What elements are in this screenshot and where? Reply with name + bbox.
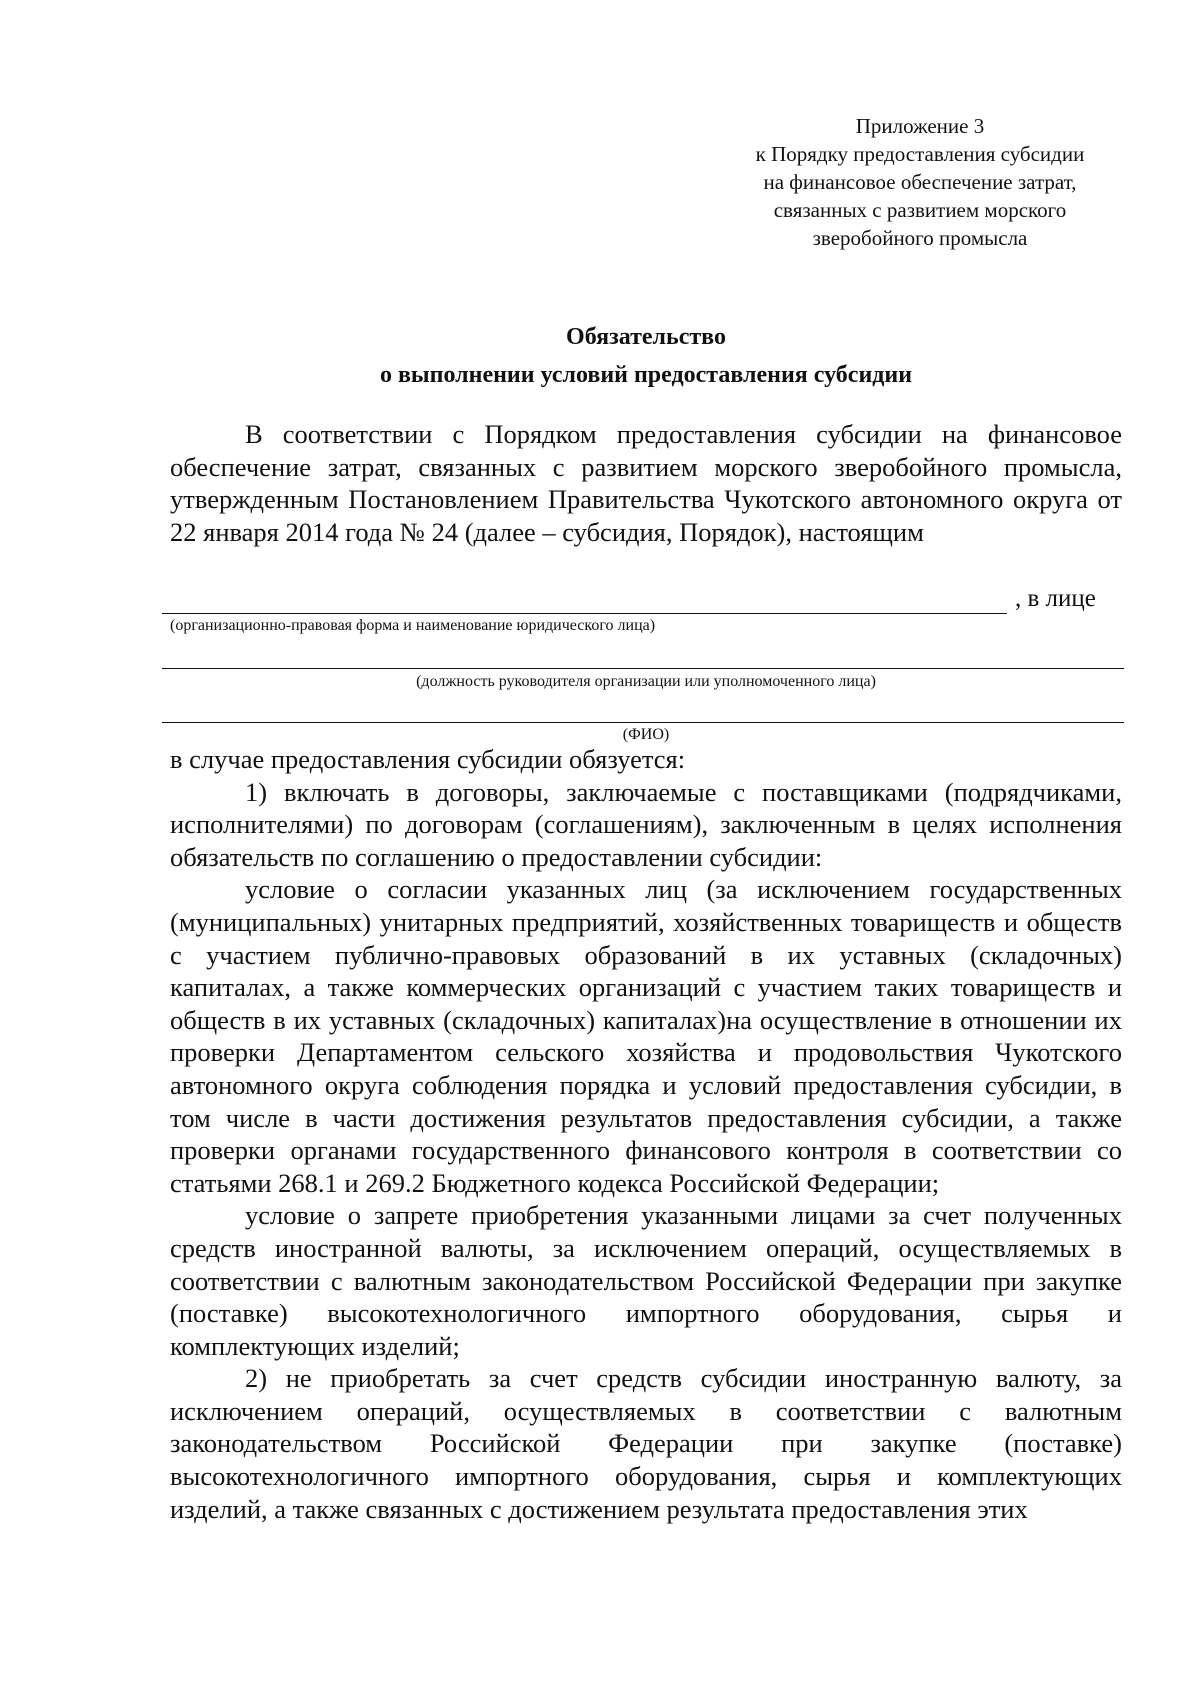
obligation-item-2: 2) не приобретать за счет средств субсидии иностранную валюту, за исключением операций, осуществляемых в соответствии с валютным законодательством Российской Федерации при закупке (поставке) высокотехнологичного импортного оборудования, сырья и комплектующих изделий, а также связанных с достижением результата предоставления этих <box>170 1363 1122 1524</box>
position-blank <box>162 668 1124 669</box>
intro-paragraph: В соответствии с Порядком предоставления субсидии на финансовое обеспечение затрат, связанных с развитием морского зверобойного промысла, утвержденным Постановлением Правительства Чукотского автономного округа от 22 января 2014 года № 24 (далее – субсидия, Порядок), настоящим <box>170 419 1122 547</box>
obligations-lead: в случае предоставления субсидии обязуется: <box>170 744 686 774</box>
fio-blank <box>162 722 1124 723</box>
org-name-blank <box>162 613 1007 614</box>
obligation-condition-2: условие о запрете приобретения указанными лицами за счет полученных средств иностранной валюты, за исключением операций, осуществляемых в соответствии с валютным законодательством Российской Федерации при закупке (поставке) высокотехнологичного импортного оборудования, сырья и комплектующих изделий; <box>170 1200 1122 1361</box>
document-subtitle: о выполнении условий предоставления субсидии <box>379 362 913 388</box>
document-title: Обязательство <box>566 324 726 350</box>
org-name-caption: (организационно-правовая форма и наименование юридического лица) <box>170 617 656 634</box>
in-person-label: , в лице <box>1015 585 1096 612</box>
obligations-block <box>170 743 1122 1525</box>
appendix-line: на финансовое обеспечение затрат, <box>763 170 1077 194</box>
position-caption: (должность руководителя организации или уполномоченного лица) <box>416 673 876 690</box>
obligation-item-1: 1) включать в договоры, заключаемые с поставщиками (подрядчиками, исполнителями) по договорам (соглашениям), заключенным в целях исполнения обязательств по соглашению о предоставлении субсидии: <box>170 776 1122 872</box>
appendix-line: Приложение 3 <box>855 114 985 138</box>
appendix-line: зверобойного промысла <box>812 226 1028 250</box>
obligation-condition-1: условие о согласии указанных лиц (за исключением государственных (муниципальных) унитарных предприятий, хозяйственных товариществ и обществ с участием публично-правовых образований в их уставных (складочных) капиталах, а также коммерческих организаций с участием таких товариществ и обществ в их уставных (складочных) капиталах)на осуществление в отношении их проверки Департаментом сельского хозяйства и продовольствия Чукотского автономного округа соблюдения порядка и условий предоставления субсидии, в том числе в части достижения результатов предоставления субсидии, а также проверки органами государственного финансового контроля в соответствии со статьями 268.1 и 269.2 Бюджетного кодекса Российской Федерации; <box>170 874 1122 1198</box>
intro-paragraph-block <box>170 418 1122 548</box>
fio-caption: (ФИО) <box>622 726 670 743</box>
appendix-line: к Порядку предоставления субсидии <box>755 142 1085 166</box>
appendix-header <box>700 112 1140 252</box>
appendix-line: связанных с развитием морского <box>773 198 1067 222</box>
